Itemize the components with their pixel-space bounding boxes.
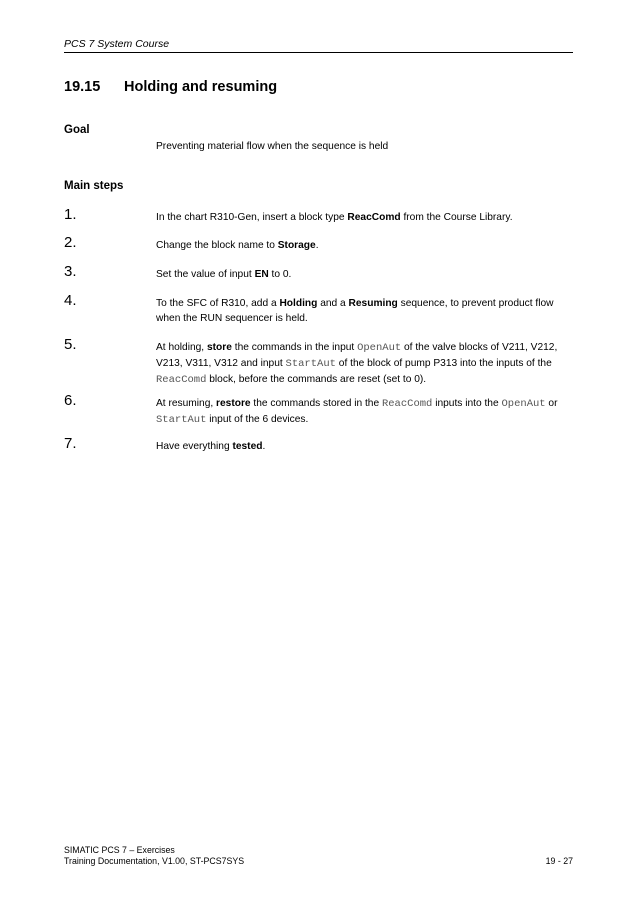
step-text-run: Set the value of input [156, 269, 255, 280]
bold-term: Storage [277, 240, 316, 251]
section-number: 19.15 [64, 79, 101, 95]
step-text-run: . [315, 240, 319, 251]
section-title: Holding and resuming [124, 79, 278, 95]
step-text-run: Change the block name to [156, 240, 278, 251]
step-text-run: In the chart R310-Gen, insert a block type [156, 212, 348, 223]
bold-term: EN [254, 269, 269, 280]
code-term: ReacComd [381, 398, 433, 410]
step-number: 3. [64, 263, 77, 280]
code-term: StartAut [285, 358, 336, 370]
step-text-run: To the SFC of R310, add a [156, 298, 280, 309]
code-term: ReacComd [156, 374, 207, 386]
step-text-run: of the block of pump P313 into the inputs of the [335, 358, 552, 369]
step-text-run: At resuming, [156, 398, 217, 409]
step-text-run: . [262, 441, 266, 452]
step-text-run: or [545, 398, 558, 409]
bold-term: Resuming [348, 298, 398, 309]
page-number: 19 - 27 [545, 856, 573, 866]
footer-line-2: Training Documentation, V1.00, ST-PCS7SYS [64, 856, 245, 866]
step-text-run: to 0. [268, 269, 292, 280]
step-number: 2. [64, 234, 77, 251]
code-term: OpenAut [501, 398, 546, 410]
section-heading [64, 79, 277, 95]
step-text-run: At holding, [156, 342, 207, 353]
step-text-run: block, before the commands are reset (set to 0). [206, 374, 427, 385]
step-text [156, 340, 576, 388]
step-text-run: Have everything [156, 441, 233, 452]
goal-text: Preventing material flow when the sequence is held [156, 141, 389, 152]
main-steps-label: Main steps [64, 180, 124, 192]
step-number: 7. [64, 435, 77, 452]
step-text [156, 267, 576, 282]
step-text-run: and a [317, 298, 349, 309]
running-header [64, 38, 573, 53]
header-title: PCS 7 System Course [64, 38, 170, 50]
step-number: 1. [64, 206, 77, 223]
step-text [156, 439, 576, 454]
step-text [156, 238, 576, 253]
goal-label: Goal [64, 124, 90, 136]
step-number: 4. [64, 292, 77, 309]
footer-line-1: SIMATIC PCS 7 – Exercises [64, 845, 175, 855]
step-text-run: input of the 6 devices. [206, 414, 309, 425]
step-text-run: of the valve blocks of V211, V212, V213, V311, V312 and input [156, 342, 558, 369]
bold-term: tested [232, 441, 263, 452]
bold-term: Holding [279, 298, 318, 309]
step-text-run: sequence, to prevent product flow when the RUN sequencer is held. [156, 298, 554, 324]
step-text-run: the commands stored in the [250, 398, 382, 409]
step-number: 5. [64, 336, 77, 353]
bold-term: store [206, 342, 232, 353]
page-footer [64, 845, 573, 867]
code-term: StartAut [156, 414, 207, 426]
step-text [156, 210, 576, 225]
code-term: OpenAut [357, 342, 402, 354]
step-text-run: the commands in the input [231, 342, 358, 353]
bold-term: ReacComd [347, 212, 401, 223]
step-text-run: from the Course Library. [400, 212, 513, 223]
step-text-run: inputs into the [432, 398, 502, 409]
step-number: 6. [64, 392, 77, 409]
step-text [156, 396, 576, 428]
bold-term: restore [216, 398, 251, 409]
step-text [156, 296, 576, 326]
